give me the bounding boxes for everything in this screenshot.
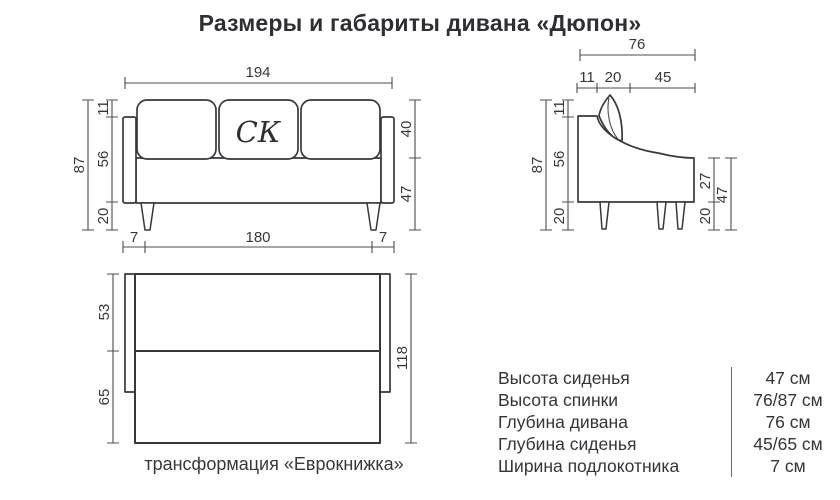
front-dim-bottom — [123, 229, 394, 253]
dim-label: 76 — [628, 36, 646, 53]
dim-label: 40 — [398, 120, 415, 138]
dim-label: 87 — [71, 156, 88, 174]
transformation-caption: трансформация «Еврокнижка» — [144, 454, 404, 474]
side-dim-depth-segments — [577, 69, 695, 93]
spec-label: Высота сиденья — [498, 367, 630, 388]
side-dim-left-segments — [551, 100, 574, 230]
side-dim-total-height — [529, 100, 552, 230]
dim-label: 20 — [551, 207, 568, 225]
bed-armrest-right — [380, 274, 390, 392]
front-leg-right — [367, 203, 380, 230]
side-leg-back — [600, 202, 609, 229]
side-body — [578, 116, 694, 202]
side-dim-total-depth — [580, 36, 695, 61]
spec-value: 45/65 см — [731, 433, 840, 455]
spec-value: 47 см — [731, 367, 840, 389]
dim-label: 11 — [95, 100, 112, 116]
spec-value: 7 см — [731, 455, 840, 477]
bed-dim-left-segments — [96, 274, 119, 443]
bed-armrest-left — [125, 274, 135, 392]
dim-label: 180 — [245, 229, 271, 246]
front-cushion-right — [301, 100, 380, 159]
dim-label: 56 — [95, 150, 112, 168]
bed-dim-total-length — [394, 274, 417, 443]
dim-label: 53 — [96, 303, 113, 321]
spec-label: Глубина дивана — [498, 411, 628, 432]
spec-row-seat-height — [498, 367, 840, 389]
dim-label: 118 — [394, 346, 411, 370]
front-cushion-left — [137, 100, 216, 159]
side-view — [529, 36, 737, 230]
dim-label: 7 — [378, 229, 388, 246]
front-dim-left-segments — [95, 100, 118, 230]
spec-label: Высота спинки — [498, 389, 619, 410]
dim-label: 27 — [697, 172, 714, 190]
spec-value: 76/87 см — [731, 389, 840, 411]
dim-line — [107, 274, 119, 443]
front-base — [136, 158, 381, 203]
dim-label: 11 — [551, 100, 568, 116]
spec-row-armrest-width — [498, 455, 840, 477]
spec-table — [498, 367, 840, 477]
side-leg-front-2 — [676, 202, 685, 229]
dim-label: 20 — [697, 207, 714, 225]
dim-label: 11 — [579, 69, 595, 86]
spec-value: 76 см — [731, 411, 840, 433]
page-title: Размеры и габариты дивана «Дюпон» — [198, 10, 642, 36]
spec-row-sofa-depth — [498, 411, 840, 433]
spec-label: Ширина подлокотника — [498, 455, 680, 476]
spec-row-seat-depth — [498, 433, 840, 455]
dim-label: 65 — [96, 388, 113, 406]
side-dim-seat-floor — [714, 158, 737, 230]
dim-label: 47 — [714, 186, 731, 204]
spec-row-back-height — [498, 389, 840, 411]
front-armrest-left — [123, 117, 136, 203]
front-dim-right-segments — [398, 100, 421, 230]
front-armrest-right — [381, 117, 394, 203]
front-leg-left — [141, 203, 154, 230]
bed-mattress — [135, 274, 380, 443]
front-view — [71, 64, 421, 253]
dim-line — [409, 100, 421, 230]
front-dim-total-height — [71, 100, 94, 230]
dim-label: 47 — [398, 185, 415, 203]
dim-label: 194 — [245, 64, 271, 81]
dim-label: 45 — [654, 69, 672, 86]
dim-label: 7 — [129, 229, 139, 246]
front-dim-overall-width — [125, 64, 392, 89]
bed-view — [96, 274, 417, 443]
spec-label: Глубина сиденья — [498, 433, 637, 454]
dim-label: 20 — [604, 69, 622, 86]
side-leg-front-1 — [657, 202, 666, 229]
brand-logo: СК — [235, 115, 281, 149]
dim-label: 20 — [95, 207, 112, 225]
dim-label: 87 — [529, 156, 546, 174]
dim-label: 56 — [551, 150, 568, 168]
